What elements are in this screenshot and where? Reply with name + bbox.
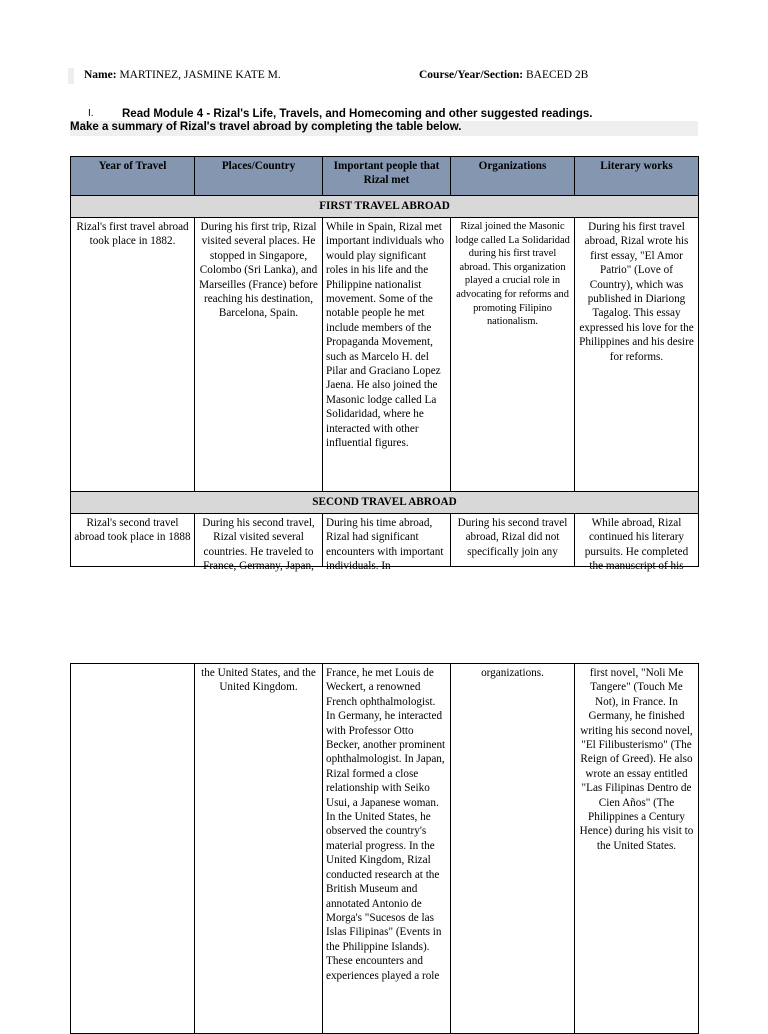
student-name xyxy=(84,69,281,81)
travel-summary-table-continued xyxy=(70,663,699,1034)
second-literary-cell-top xyxy=(575,514,699,573)
second-organizations-text-top: During his second travel abroad, Rizal did not specifically join any xyxy=(457,517,568,558)
instruction-line-2: Make a summary of Rizal's travel abroad by completing the table below. xyxy=(70,121,698,136)
first-people-cell: While in Spain, Rizal met important individuals who would play significant roles in his life and the Philippine nationalist movement. Some of the notable people he met include members of the Propaganda Movement, such as Marcelo H. del Pilar and Graciano Lopez Jaena. He also joined the Masonic lodge called La Solidaridad, where he interacted with other influential figures. xyxy=(323,218,451,492)
table-row xyxy=(71,218,699,492)
second-people-cell-top xyxy=(323,514,451,573)
col-organizations: Organizations xyxy=(451,157,575,196)
second-year-cell xyxy=(71,514,195,567)
travel-summary-table xyxy=(70,156,699,573)
col-important-people: Important people that Rizal met xyxy=(323,157,451,196)
col-literary-works: Literary works xyxy=(575,157,699,196)
second-people-cell-bottom: France, he met Louis de Weckert, a renowned French ophthalmologist. In Germany, he interacted with Professor Otto Becker, another prominent ophthalmologist. In Japan, Rizal formed a close relationship with Seiko Usui, a Japanese woman. In the United States, he observed the country's material progress. In the United Kingdom, Rizal conducted research at the British Museum and annotated Antonio de Morga's "Sucesos de las Islas Filipinas" (Events in the Philippine Islands). These encounters and experiences played a role xyxy=(323,664,451,1034)
table-header-row xyxy=(71,157,699,196)
course-label: Course/Year/Section: xyxy=(419,69,524,81)
course-year-section xyxy=(419,69,588,81)
second-travel-heading: SECOND TRAVEL ABROAD xyxy=(71,492,699,514)
second-organizations-cell-top xyxy=(451,514,575,567)
second-literary-text-top: While abroad, Rizal continued his literary pursuits. He completed the manuscript of his xyxy=(584,517,689,573)
student-info-header xyxy=(72,68,692,84)
second-year-text: Rizal's second travel abroad took place in 1888 xyxy=(74,517,191,544)
name-value: MARTINEZ, JASMINE KATE M. xyxy=(119,69,281,81)
header-shading xyxy=(68,68,74,84)
course-value: BAECED 2B xyxy=(526,69,589,81)
section-row-first-travel xyxy=(71,196,699,218)
table-row xyxy=(71,514,699,567)
second-year-cell-cont xyxy=(71,664,195,1034)
second-places-text-top: During his second travel, Rizal visited several countries. He traveled to France, Germany, Japan, xyxy=(202,517,315,573)
col-places-country: Places/Country xyxy=(195,157,323,196)
instruction-text-1: Read Module 4 - Rizal's Life, Travels, and Homecoming and other suggested readings. xyxy=(122,108,593,120)
second-places-cell-bottom: the United States, and the United Kingdom. xyxy=(195,664,323,1034)
second-organizations-cell-bottom: organizations. xyxy=(451,664,575,1034)
section-row-second-travel xyxy=(71,492,699,514)
instruction-number: I. xyxy=(88,108,94,119)
first-literary-cell: During his first travel abroad, Rizal wrote his first essay, "El Amor Patrio" (Love of Country), which was published in Diariong Tagalog. This essay expressed his love for the Philippines and his desire for reforms. xyxy=(575,218,699,492)
second-literary-cell-bottom: first novel, "Noli Me Tangere" (Touch Me Not), in France. In Germany, he finished writing his second novel, "El Filibusterismo" (The Reign of Greed). He also wrote an essay entitled "Las Filipinas Dentro de Cien Años" (The Philippines a Century Hence) during his visit to the United States. xyxy=(575,664,699,1034)
first-places-cell: During his first trip, Rizal visited several places. He stopped in Singapore, Colombo (Sri Lanka), and Marseilles (France) before reaching his destination, Barcelona, Spain. xyxy=(195,218,323,492)
second-people-text-top: During his time abroad, Rizal had significant encounters with important individuals. In xyxy=(326,517,444,573)
first-year-cell: Rizal's first travel abroad took place in 1882. xyxy=(71,218,195,492)
second-places-cell-top xyxy=(195,514,323,573)
table-row xyxy=(71,664,699,1034)
first-travel-heading: FIRST TRAVEL ABROAD xyxy=(71,196,699,218)
name-label: Name: xyxy=(84,69,117,81)
col-year-of-travel: Year of Travel xyxy=(71,157,195,196)
first-organizations-cell: Rizal joined the Masonic lodge called La Solidaridad during his first travel abroad. This organization played a crucial role in advocating for reforms and promoting Filipino nationalism. xyxy=(451,218,575,492)
